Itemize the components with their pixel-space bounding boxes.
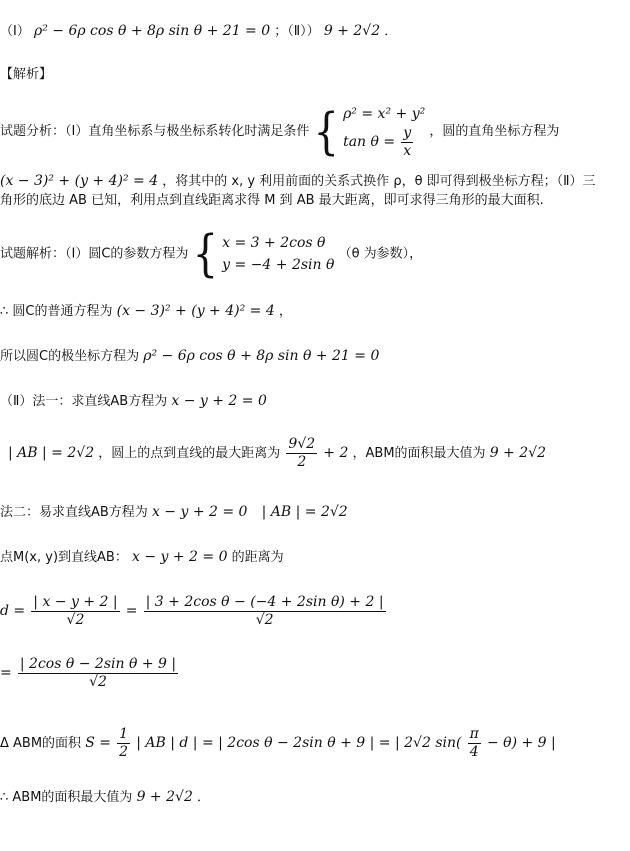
distance-formula-line: d = $\frac{| x - y + 2 |}{√2}$ = $\frac{\text{| 3 + 2cos θ − (−4 + 2sin θ) + 2 |}}{√2}$ bbox=[0, 594, 384, 628]
distance-fraction-1: $\frac{| x - y + 2 |}{√2}$ bbox=[33, 594, 118, 628]
analysis-line-2-text: ，将其中的 x, y 利用前面的关系式换作 ρ，θ 即可得到极坐标方程；（Ⅱ）三 bbox=[162, 174, 596, 189]
param-eq-y: y = −4 + 2sin θ bbox=[222, 257, 335, 273]
analysis-line-2 bbox=[0, 172, 596, 191]
answer-separator: ；（Ⅱ）） bbox=[274, 24, 320, 39]
half-fraction: $\frac{1}{2}$ bbox=[119, 726, 129, 760]
analysis-tail: ，圆的直角坐标方程为 bbox=[429, 124, 560, 139]
analysis-line-1 bbox=[0, 103, 559, 160]
method1-formula: x − y + 2 = 0 bbox=[171, 393, 267, 409]
part2-formula: 9 + 2√2 bbox=[323, 23, 381, 39]
triangle-text: Δ ABM的面积 bbox=[0, 736, 82, 751]
circle-cartesian-formula: (x − 3)² + (y + 4)² = 4 bbox=[0, 173, 159, 189]
normal-equation-line: ∴ 圆C的普通方程为 (x − 3)² + (y + 4)² = 4 ， bbox=[0, 303, 292, 319]
part1-label: （Ⅰ） bbox=[0, 24, 30, 39]
point-distance-line: 点M(x, y)到直线AB： x − y + 2 = 0 的距离为 bbox=[0, 549, 284, 565]
distance-fraction-3: $\frac{\text{| 2cos θ − 2sin θ + 9 |}}{√2}$ bbox=[19, 656, 177, 690]
point-line-formula: x − y + 2 = 0 bbox=[131, 549, 228, 565]
triangle-area-line: Δ ABM的面积 S = $\frac{1}{2}$ | AB | d | = | 2cos θ − 2sin θ + 9 | = | 2√2 sin( $\frac{\pi}{4}$ − θ) + 9 | bbox=[0, 726, 556, 760]
point-text: 点M(x, y)到直线AB： bbox=[0, 550, 128, 565]
param-brace: { bbox=[192, 225, 219, 283]
area-text: ，ABM的面积最大值为 bbox=[352, 446, 486, 461]
condition-tan: tan θ = $\frac{y}{x}$ bbox=[343, 125, 412, 159]
max-distance-fraction: $\frac{9√2}{2}$ bbox=[288, 436, 316, 470]
condition-rho: ρ² = x² + y² bbox=[343, 106, 426, 122]
solution-lead: 试题解析：（Ⅰ）圆C的参数方程为 bbox=[0, 246, 189, 262]
param-eq-x: x = 3 + 2cos θ bbox=[222, 235, 326, 251]
distance-fraction-2: $\frac{\text{| 3 + 2cos θ − (−4 + 2sin θ) + 2 |}}{√2}$ bbox=[145, 594, 384, 628]
area-formula: 9 + 2√2 bbox=[489, 445, 546, 461]
parametric-system bbox=[222, 232, 334, 276]
normal-text: ∴ 圆C的普通方程为 bbox=[0, 304, 113, 319]
system-brace: { bbox=[313, 102, 339, 161]
pi-fraction: $\frac{\pi}{4}$ bbox=[469, 726, 479, 760]
max-distance-text: ，圆上的点到直线的最大距离为 bbox=[98, 446, 281, 461]
polar-text: 所以圆C的极坐标方程为 bbox=[0, 349, 140, 364]
final-line: ∴ ABM的面积最大值为 9 + 2√2 ． bbox=[0, 789, 211, 805]
section-heading: 【解析】 bbox=[0, 67, 53, 82]
answer-line bbox=[0, 22, 397, 41]
conversion-system bbox=[343, 103, 425, 160]
part1-formula: ρ² − 6ρ cos θ + 8ρ sin θ + 21 = 0 bbox=[33, 23, 271, 39]
param-note: （θ 为参数）， bbox=[338, 246, 423, 262]
normal-formula: (x − 3)² + (y + 4)² = 4 bbox=[116, 303, 275, 319]
tan-fraction: $\frac{y}{x}$ bbox=[403, 125, 412, 159]
answer-end: ． bbox=[384, 24, 398, 39]
distance-simplified-line: = $\frac{\text{| 2cos θ − 2sin θ + 9 |}}{√2}$ bbox=[0, 656, 177, 690]
polar-equation-line bbox=[0, 347, 379, 366]
method1-line bbox=[0, 392, 267, 411]
method2-line bbox=[0, 503, 348, 522]
method2-formula: x − y + 2 = 0 bbox=[151, 504, 248, 520]
polar-formula: ρ² − 6ρ cos θ + 8ρ sin θ + 21 = 0 bbox=[143, 348, 380, 364]
method1-text: （Ⅱ）法一：求直线AB方程为 bbox=[0, 394, 168, 409]
final-text: ∴ ABM的面积最大值为 bbox=[0, 790, 133, 805]
max-distance-line: | AB | = 2√2 ，圆上的点到直线的最大距离为 $\frac{9√2}{2}$ + 2 ，ABM的面积最大值为 9 + 2√2 bbox=[8, 436, 546, 470]
solution-part1 bbox=[0, 225, 423, 283]
ab-length: | AB | = 2√2 bbox=[8, 445, 95, 461]
analysis-line-3: 角形的底边 AB 已知，利用点到直线距离求得 M 到 AB 最大距离，即可求得三角形的最大面积. bbox=[0, 193, 544, 208]
analysis-lead: 试题分析：（Ⅰ）直角坐标系与极坐标系转化时满足条件 bbox=[0, 124, 310, 139]
method2-ab: | AB | = 2√2 bbox=[261, 504, 348, 520]
final-formula: 9 + 2√2 bbox=[136, 789, 193, 805]
method2-text: 法二：易求直线AB方程为 bbox=[0, 505, 148, 520]
